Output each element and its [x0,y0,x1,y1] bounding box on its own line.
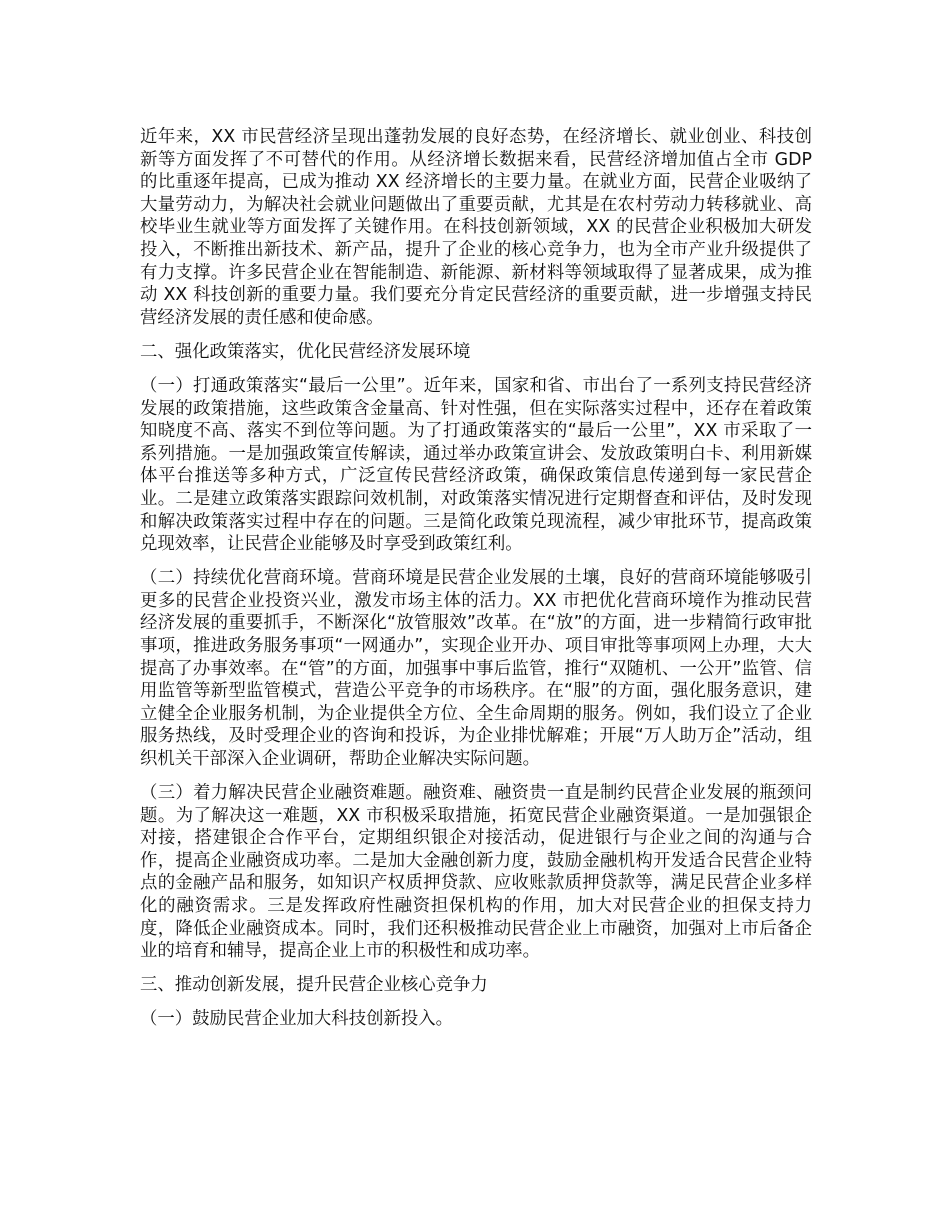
document-body [140,126,812,1042]
section-heading-3: 三、推动创新发展，提升民营企业核心竞争力 [140,975,488,996]
paragraph-innovation: （一）鼓励民营企业加大科技创新投入。 [140,1009,454,1030]
paragraph-overview: 近年来，XX 市民营经济呈现出蓬勃发展的良好态势，在经济增长、就业创业、科技创新等方面发挥了不可替代的作用。从经济增长数据来看，民营经济增加值占全市 GDP 的比重逐年提高，已成为推动 XX 经济增长的主要力量。在就业方面，民营企业吸纳了大量劳动力，为解决社会就业问题做出了重要贡献，尤其是在农村劳动力转移就业、高校毕业生就业等方面发挥了关键作用。在科技创新领域，XX 的民营企业积极加大研发投入，不断推出新技术、新产品，提升了企业的核心竞争力，也为全市产业升级提供了有力支撑。许多民营企业在智能制造、新能源、新材料等领域取得了显著成果，成为推动 XX 科技创新的重要力量。我们要充分肯定民营经济的重要贡献，进一步增强支持民营经济发展的责任感和使命感。 [140,127,812,328]
paragraph-financing: （三）着力解决民营企业融资难题。融资难、融资贵一直是制约民营企业发展的瓶颈问题。为了解决这一难题，XX 市积极采取措施，拓宽民营企业融资渠道。一是加强银企对接，搭建银企合作平台，定期组织银企对接活动，促进银行与企业之间的沟通与合作，提高企业融资成功率。二是加大金融创新力度，鼓励金融机构开发适合民营企业特点的金融产品和服务，如知识产权质押贷款、应收账款质押贷款等，满足民营企业多样化的融资需求。三是发挥政府性融资担保机构的作用，加大对民营企业的担保支持力度，降低企业融资成本。同时，我们还积极推动民营企业上市融资，加强对上市后备企业的培育和辅导，提高企业上市的积极性和成功率。 [140,783,812,962]
paragraph-business-environment: （二）持续优化营商环境。营商环境是民营企业发展的土壤，良好的营商环境能够吸引更多的民营企业投资兴业，激发市场主体的活力。XX 市把优化营商环境作为推动民营经济发展的重要抓手，不断深化“放管服效”改革。在“放”的方面，进一步精简行政审批事项，推进政务服务事项“一网通办”，实现企业开办、项目审批等事项网上办理，大大提高了办事效率。在“管”的方面，加强事中事后监管，推行“双随机、一公开”监管、信用监管等新型监管模式，营造公平竞争的市场秩序。在“服”的方面，强化服务意识，建立健全企业服务机制，为企业提供全方位、全生命周期的服务。例如，我们设立了企业服务热线，及时受理企业的咨询和投诉，为企业排忧解难；开展“万人助万企”活动，组织机关干部深入企业调研，帮助企业解决实际问题。 [140,568,812,769]
paragraph-policy-implementation: （一）打通政策落实“最后一公里”。近年来，国家和省、市出台了一系列支持民营经济发展的政策措施，这些政策含金量高、针对性强，但在实际落实过程中，还存在着政策知晓度不高、落实不到位等问题。为了打通政策落实的“最后一公里”，XX 市采取了一系列措施。一是加强政策宣传解读，通过举办政策宣讲会、发放政策明白卡、利用新媒体平台推送等多种方式，广泛宣传民营经济政策，确保政策信息传递到每一家民营企业。二是建立政策落实跟踪问效机制，对政策落实情况进行定期督查和评估，及时发现和解决政策落实过程中存在的问题。三是简化政策兑现流程，减少审批环节，提高政策兑现效率，让民营企业能够及时享受到政策红利。 [140,375,812,555]
section-heading-2: 二、强化政策落实，优化民营经济发展环境 [140,341,471,362]
